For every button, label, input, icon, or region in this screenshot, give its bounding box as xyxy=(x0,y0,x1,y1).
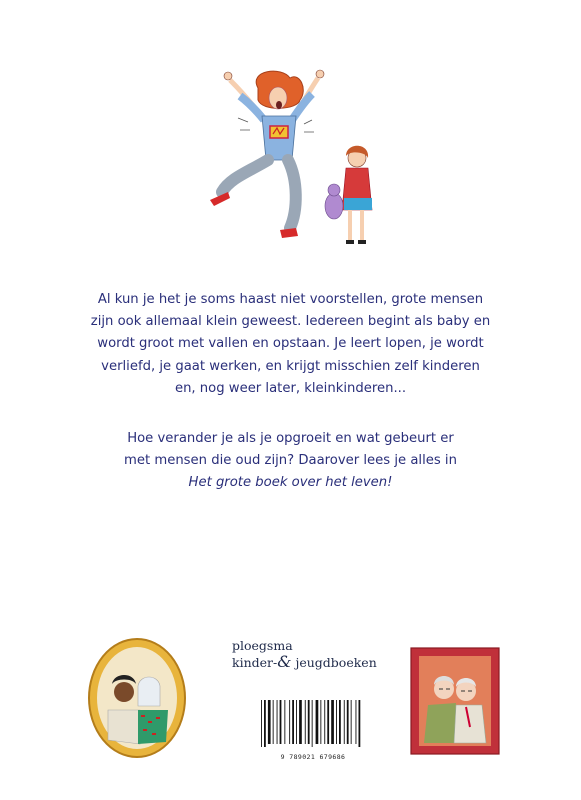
book-title: Het grote boek over het leven! xyxy=(188,475,393,491)
barcode-bar xyxy=(359,700,361,747)
barcode-bar xyxy=(324,700,325,744)
blurb-line: zijn ook allemaal klein geweest. Iedereen begint als baby en xyxy=(90,314,491,330)
blurb-line: Al kun je het je soms haast niet voorstellen, grote mensen xyxy=(97,292,484,307)
publisher-imprint xyxy=(232,654,377,671)
blurb-line: met mensen die oud zijn? Daarover lees je alles in xyxy=(124,453,457,469)
barcode-bar xyxy=(296,700,297,744)
barcode-bar xyxy=(356,700,357,744)
barcode-bar xyxy=(299,700,302,744)
barcode-bar xyxy=(273,700,274,744)
barcode-bar xyxy=(308,700,310,744)
barcode-bar xyxy=(320,700,321,744)
barcode xyxy=(258,698,368,761)
barcode-bar xyxy=(316,700,319,744)
barcode-bar xyxy=(336,700,337,744)
barcode-bar xyxy=(264,700,266,747)
barcode-bar xyxy=(277,700,278,744)
barcode-bar xyxy=(347,700,349,744)
girl-with-toy-illustration xyxy=(325,146,372,242)
tantrum-illustration xyxy=(200,60,390,270)
ampersand: & xyxy=(277,652,292,671)
barcode-bars xyxy=(258,698,368,748)
barcode-bar xyxy=(289,700,290,744)
barcode-bar xyxy=(331,700,334,744)
gold-frame-portrait xyxy=(86,636,188,760)
blurb-line: en, nog weer later, kleinkinderen... xyxy=(174,380,407,396)
blurb-line: wordt groot met vallen en opstaan. Je leert lopen, je wordt xyxy=(97,336,484,352)
barcode-bar xyxy=(351,700,352,744)
barcode-bar xyxy=(312,700,313,747)
barcode-bar xyxy=(305,700,306,744)
barcode-bar xyxy=(261,700,262,747)
blurb-paragraph-1 xyxy=(0,289,581,400)
publisher-imprint-right: jeugdboeken xyxy=(295,655,377,670)
barcode-bar xyxy=(292,700,294,744)
barcode-bar xyxy=(268,700,271,744)
barcode-bar xyxy=(280,700,282,744)
barcode-bar xyxy=(284,700,285,744)
isbn-number: 9 789021 679686 xyxy=(280,753,346,761)
blurb-paragraph-2 xyxy=(0,428,581,495)
publisher-logo xyxy=(232,638,377,671)
barcode-bar xyxy=(327,700,329,744)
blurb-line: verliefd, je gaat werken, en krijgt misschien zelf kinderen xyxy=(101,358,480,374)
red-frame-portrait xyxy=(410,647,500,755)
publisher-name: ploegsma xyxy=(232,638,293,653)
publisher-imprint-left: kinder- xyxy=(232,655,278,670)
barcode-bar xyxy=(339,700,341,744)
blurb-line: Hoe verander je als je opgroeit en wat gebeurt er xyxy=(127,431,454,446)
barcode-bar xyxy=(344,700,345,744)
tantrum-woman-illustration xyxy=(210,70,324,238)
